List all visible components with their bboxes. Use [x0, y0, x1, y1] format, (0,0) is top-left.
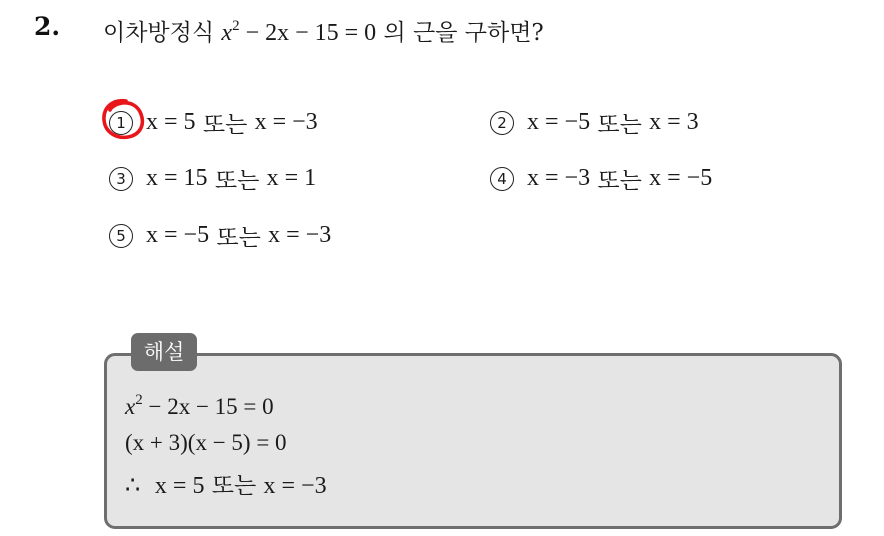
solution-line-3-conj: 또는	[204, 473, 264, 499]
choice-1-lhs: x = 5	[146, 109, 196, 135]
choice-1-rhs: x = −3	[254, 109, 318, 135]
red-circle-mark-icon	[100, 97, 146, 141]
solution-line-1-rest: − 2x − 15 = 0	[142, 394, 274, 419]
choice-4-conj: 또는	[590, 168, 650, 194]
choice-number-5: 5	[109, 224, 133, 248]
choice-number-4: 4	[490, 167, 514, 191]
choice-2[interactable]	[490, 106, 699, 139]
choice-3-rhs: x = 1	[266, 165, 317, 191]
choice-5-conj: 또는	[209, 225, 269, 251]
choice-5-rhs: x = −3	[268, 222, 332, 248]
solution-tag: 해설	[131, 333, 197, 371]
solution-line-3	[125, 467, 327, 500]
choice-3-lhs: x = 15	[146, 165, 208, 191]
stem-exponent: 2	[232, 18, 240, 34]
choice-number-3: 3	[109, 167, 133, 191]
choice-5[interactable]	[109, 219, 331, 252]
stem-text: 이차방정식	[103, 20, 215, 46]
solution-line-3-lhs: x = 5	[154, 473, 205, 499]
choice-3-conj: 또는	[207, 168, 267, 194]
solution-line-1	[125, 394, 274, 420]
choice-1-conj: 또는	[195, 112, 255, 138]
choice-4-lhs: x = −3	[527, 165, 591, 191]
choice-3[interactable]	[109, 162, 316, 195]
solution-line-1-exponent: 2	[135, 392, 143, 408]
choice-2-lhs: x = −5	[527, 109, 591, 135]
choice-2-rhs: x = 3	[649, 109, 699, 135]
choice-5-lhs: x = −5	[146, 222, 210, 248]
solution-line-1-var: x	[125, 394, 136, 419]
choice-4[interactable]	[490, 162, 712, 195]
choice-number-1: 1	[109, 111, 133, 135]
solution-line-3-rhs: x = −3	[263, 473, 327, 499]
stem-suffix: 의 근을 구하면?	[376, 20, 544, 46]
choice-number-2: 2	[490, 111, 514, 135]
solution-line-2: (x + 3)(x − 5) = 0	[125, 430, 287, 455]
stem-var: x	[221, 20, 233, 46]
choice-2-conj: 또는	[590, 112, 650, 138]
question-number: 2.	[34, 12, 61, 41]
stem-equation	[221, 20, 376, 46]
stem-equation-rest: − 2x − 15 = 0	[239, 20, 377, 46]
choice-4-rhs: x = −5	[649, 165, 713, 191]
question-stem	[103, 14, 544, 47]
therefore-symbol: ∴	[125, 473, 141, 499]
